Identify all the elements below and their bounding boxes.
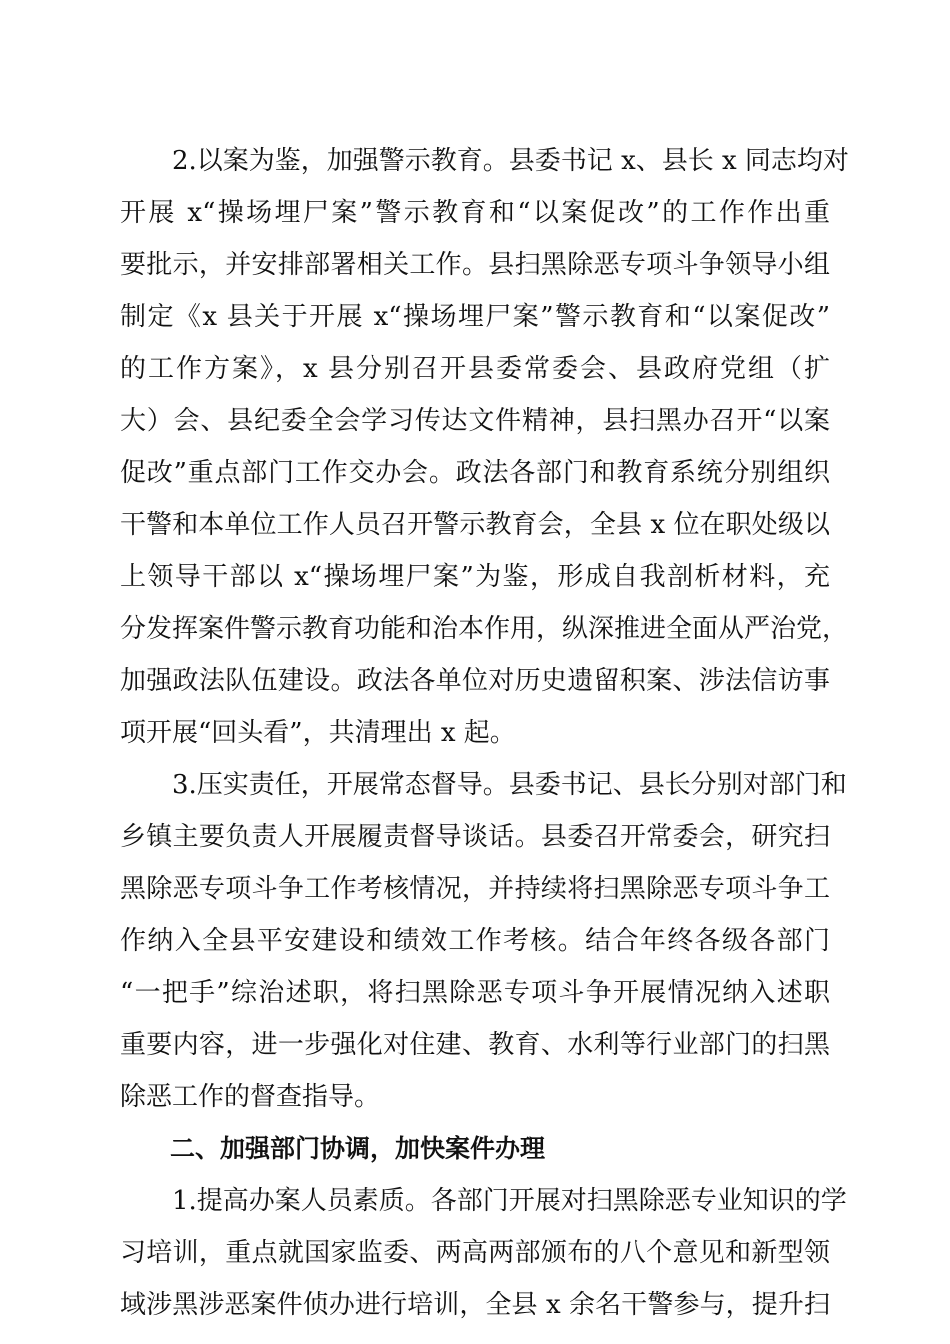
text-line: 项开展“回头看”，共清理出 x 起。 (120, 718, 516, 748)
text-line: 除恶工作的督查指导。 (120, 1082, 381, 1112)
section-heading: 二、加强部门协调，加快案件办理 (120, 1134, 546, 1163)
text-line: 1.提高办案人员素质。各部门开展对扫黑除恶专业知识的学 (120, 1186, 847, 1216)
text-line: 大）会、县纪委全会学习传达文件精神，县扫黑办召开“以案 (120, 406, 830, 436)
text-line: 习培训，重点就国家监委、两高两部颁布的八个意见和新型领 (120, 1238, 830, 1268)
paragraph-2 (120, 135, 849, 759)
text-line: 黑除恶专项斗争工作考核情况，并持续将扫黑除恶专项斗争工 (120, 874, 830, 904)
paragraph-3 (120, 759, 847, 1123)
text-line: 分发挥案件警示教育功能和治本作用，纵深推进全面从严治党， (120, 614, 849, 644)
text-line: 乡镇主要负责人开展履责督导谈话。县委召开常委会，研究扫 (120, 822, 830, 852)
text-line: 域涉黑涉恶案件侦办进行培训，全县 x 余名干警参与，提升扫 (120, 1290, 830, 1320)
text-line: 上领导干部以 x“操场埋尸案”为鉴，形成自我剖析材料，充 (120, 562, 830, 592)
paragraph-4 (120, 1175, 847, 1331)
text-line: 要批示，并安排部署相关工作。县扫黑除恶专项斗争领导小组 (120, 250, 830, 280)
text-line: 促改”重点部门工作交办会。政法各部门和教育系统分别组织 (120, 458, 830, 488)
text-line: 干警和本单位工作人员召开警示教育会，全县 x 位在职处级以 (120, 510, 830, 540)
text-line: 3.压实责任，开展常态督导。县委书记、县长分别对部门和 (120, 770, 847, 800)
text-line: 的工作方案》，x 县分别召开县委常委会、县政府党组（扩 (120, 354, 830, 384)
text-line: 作纳入全县平安建设和绩效工作考核。结合年终各级各部门 (120, 926, 830, 956)
text-line: 2.以案为鉴，加强警示教育。县委书记 x、县长 x 同志均对 (120, 146, 849, 176)
text-line: “一把手”综治述职，将扫黑除恶专项斗争开展情况纳入述职 (120, 978, 830, 1008)
document-body (120, 135, 849, 1331)
text-line: 制定《x 县关于开展 x“操场埋尸案”警示教育和“以案促改” (120, 302, 830, 332)
text-line: 重要内容，进一步强化对住建、教育、水利等行业部门的扫黑 (120, 1030, 830, 1060)
text-line: 加强政法队伍建设。政法各单位对历史遗留积案、涉法信访事 (120, 666, 830, 696)
text-line: 开展 x“操场埋尸案”警示教育和“以案促改”的工作作出重 (120, 198, 830, 228)
